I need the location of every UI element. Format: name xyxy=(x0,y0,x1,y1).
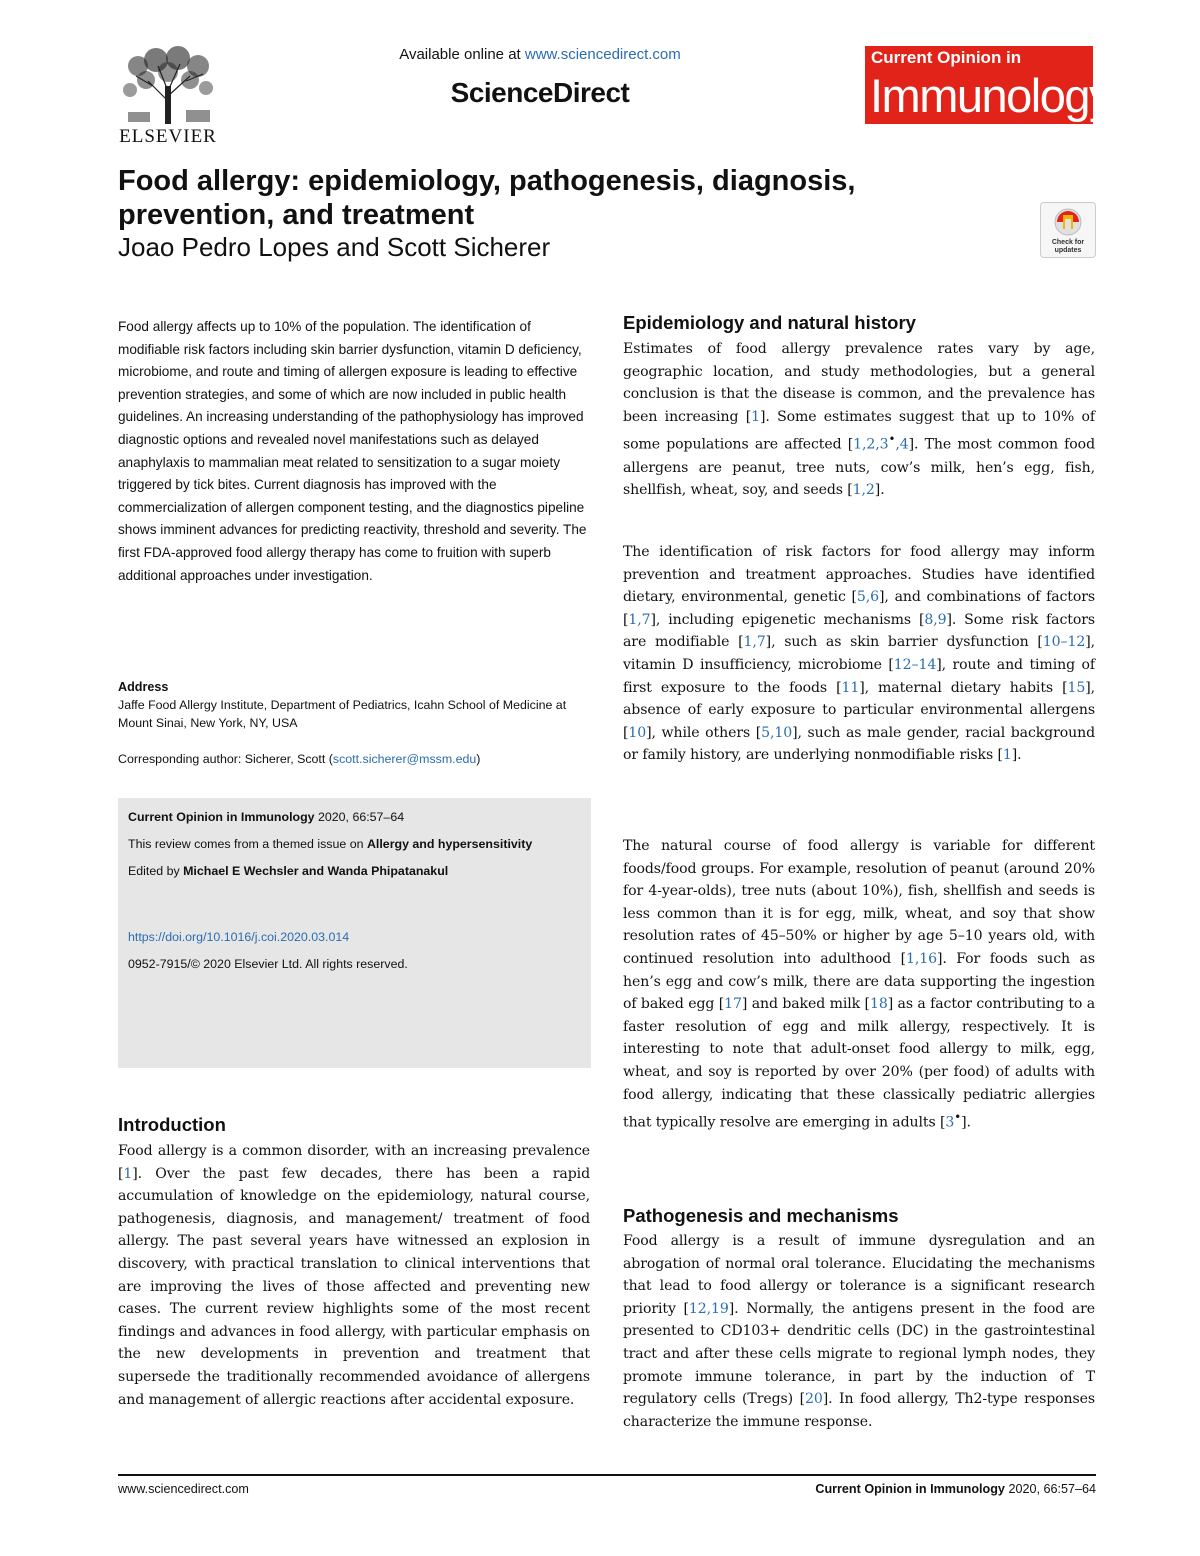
issue-journal-name: Current Opinion in Immunology xyxy=(128,810,315,824)
text-run: ]. The most common food allergens are peanut, tree nuts, cow’s milk, hen’s egg, fish, shellfish, wheat, soy, and seeds [ xyxy=(623,437,1095,499)
text-run: ]. xyxy=(1011,747,1022,764)
editors: Michael E Wechsler and Wanda Phipatanakul xyxy=(183,864,449,878)
text-run: Estimates of food allergy prevalence rates vary by age, geographic location, and study methodologies, but a general conclusion is that the disease is common, and the prevalence has been increasing [ xyxy=(623,341,1095,425)
citation-link[interactable]: ,4 xyxy=(895,437,909,454)
text-run: The identification of risk factors for food allergy may inform prevention and treatment approaches. Studies have identified dietary, environmental, genetic [ xyxy=(623,544,1095,606)
text-run: ], and combinations of factors [ xyxy=(623,589,1096,628)
elsevier-logo xyxy=(118,46,218,146)
text-run: ]. Over the past few decades, there has been a rapid accumulation of knowledge on the epidemiology, natural course, pathogenesis, diagnosis, and management/ treatment of food allergy. The past several years have witnessed an explosion in discovery, with practical translation to clinical interventions that are improving the lives of those affected and preventing new cases. The current review highlights some of the most recent findings and advances in food allergy, with particular emphasis on the new developments in prevention and treatment that supersede the traditionally recommended avoidance of allergens and management of allergic reactions after accidental exposure. xyxy=(118,1165,590,1408)
text-run: ]. For foods such as hen’s egg and cow’s milk, there are data supporting the ingestion of baked egg [ xyxy=(623,950,1095,1013)
text-run: ] and baked milk [ xyxy=(741,996,870,1013)
edited-by-prefix: Edited by xyxy=(128,864,184,878)
elsevier-tree-icon xyxy=(118,46,218,126)
issue-info-box xyxy=(118,798,591,1068)
crossmark-button[interactable] xyxy=(1040,202,1096,258)
citation-link[interactable]: 10 xyxy=(628,724,647,741)
issue-citation-detail: 2020, 66:57–64 xyxy=(314,810,405,824)
citation-link[interactable]: 12–14 xyxy=(893,656,937,673)
citation-link[interactable]: 1 xyxy=(1002,747,1012,764)
corresponding-prefix: Corresponding author: Sicherer, Scott ( xyxy=(118,752,333,766)
journal-badge-title: Immunology xyxy=(870,69,1111,122)
epidemiology-paragraph-2 xyxy=(623,541,1095,767)
citation-link[interactable]: 18 xyxy=(869,996,888,1013)
citation-link[interactable]: 17 xyxy=(724,996,742,1013)
doi-link[interactable]: https://doi.org/10.1016/j.coi.2020.03.014 xyxy=(128,930,350,944)
issue-citation xyxy=(128,808,578,826)
crossmark-label: Check for updates xyxy=(1051,239,1085,254)
text-run: ], vitamin D insufficiency, microbiome [ xyxy=(623,634,1095,673)
text-run: ]. Some estimates suggest that up to 10% of some populations are affected [ xyxy=(623,408,1095,454)
footer-divider xyxy=(118,1474,1096,1476)
corresponding-email-link[interactable]: scott.sicherer@mssm.edu xyxy=(332,752,477,766)
citation-link[interactable]: 20 xyxy=(805,1391,823,1408)
themed-issue-topic: Allergy and hypersensitivity xyxy=(366,837,533,851)
address-block xyxy=(118,678,588,732)
text-run: ]. xyxy=(874,482,885,499)
citation-link[interactable]: 12,19 xyxy=(688,1300,729,1317)
address-heading: Address xyxy=(118,680,169,694)
epidemiology-paragraph-1 xyxy=(623,338,1095,502)
themed-issue xyxy=(128,835,578,853)
citation-link[interactable]: 1,7 xyxy=(743,634,766,651)
citation-link[interactable]: 10–12 xyxy=(1042,634,1086,651)
citation-link[interactable]: 1,7 xyxy=(628,611,651,628)
article-title: Food allergy: epidemiology, pathogenesis, diagnosis, prevention, and treatment xyxy=(118,165,856,231)
recommended-marker: • xyxy=(954,1110,962,1125)
introduction-paragraph xyxy=(118,1140,590,1411)
copyright: 0952-7915/© 2020 Elsevier Ltd. All rights reserved. xyxy=(128,957,408,971)
citation-link[interactable]: 3 xyxy=(945,1114,955,1131)
article-authors: Joao Pedro Lopes and Scott Sicherer xyxy=(118,232,551,262)
introduction-heading: Introduction xyxy=(118,1114,226,1135)
footer-journal: Current Opinion in Immunology xyxy=(815,1482,1005,1496)
text-run: ]. Normally, the antigens present in the food are presented to CD103+ dendritic cells (DC) in the gastrointestinal tract and after these cells migrate to regional lymph nodes, they promote immune tolerance, in part by the induction of T regulatory cells (Tregs) [ xyxy=(623,1300,1095,1408)
edited-by xyxy=(128,862,578,880)
text-run: ], such as skin barrier dysfunction [ xyxy=(765,634,1043,651)
corresponding-author xyxy=(118,752,588,766)
citation-link[interactable]: 5,10 xyxy=(761,724,793,741)
text-run: ], maternal dietary habits [ xyxy=(859,679,1068,696)
doi-line xyxy=(128,928,578,946)
sciencedirect-link[interactable]: www.sciencedirect.com xyxy=(524,46,681,63)
text-run: ], route and timing of first exposure to the foods [ xyxy=(623,656,1095,696)
platform-name: ScienceDirect xyxy=(450,77,630,108)
text-run: ], while others [ xyxy=(646,724,762,741)
citation-link[interactable]: 5,6 xyxy=(856,589,880,606)
citation-link[interactable]: 1,2,3 xyxy=(853,437,889,454)
journal-badge xyxy=(865,46,1111,124)
footer-website: www.sciencedirect.com xyxy=(118,1482,249,1496)
recommended-marker: • xyxy=(888,432,896,447)
text-run: ], including epigenetic mechanisms [ xyxy=(650,611,925,628)
citation-link[interactable]: 15 xyxy=(1067,679,1086,696)
address-text: Jaffe Food Allergy Institute, Department of Pediatrics, Icahn School of Medicine at Mount Sinai, New York, NY, USA xyxy=(118,698,567,730)
citation-link[interactable]: 8,9 xyxy=(924,611,947,628)
abstract: Food allergy affects up to 10% of the population. The identification of modifiable risk factors including skin barrier dysfunction, vitamin D deficiency, microbiome, and route and timing of allergen exposure is leading to effective prevention strategies, and some of which are now included in public health guidelines. An increasing understanding of the pathophysiology has improved diagnostic options and revealed novel manifestations such as delayed anaphylaxis to mammalian meat related to sensitization to a sugar moiety triggered by tick bites. Current diagnosis has improved with the commercialization of allergen component testing, and the diagnostics pipeline shows imminent advances for predicting reactivity, threshold and severity. The first FDA-approved food allergy therapy has come to fruition with superb additional approaches under investigation. xyxy=(118,319,587,583)
corresponding-suffix: ) xyxy=(476,752,481,766)
text-run: ]. Some risk factors are modifiable [ xyxy=(623,611,1095,651)
text-run: ], such as male gender, racial background or family history, are underlying nonmodifiable risks [ xyxy=(623,724,1095,764)
epidemiology-paragraph-3 xyxy=(623,835,1095,1134)
text-run: ] as a factor contributing to a faster resolution of egg and milk allergy, respectively. It is interesting to note that adult-onset food allergy to milk, egg, wheat, and soy is reported by over 20% (per food) of adults with food allergy, indicating that these classically pediatric allergies that typically resolve are emerging in adults [ xyxy=(623,996,1096,1131)
publisher-wordmark: ELSEVIER xyxy=(119,126,217,147)
footer-citation xyxy=(700,1482,1096,1496)
text-run: ]. In food allergy, Th2-type responses characterize the immune response. xyxy=(623,1391,1095,1430)
citation-link[interactable]: 1,16 xyxy=(905,950,937,967)
citation-link[interactable]: 1 xyxy=(123,1165,133,1182)
citation-link[interactable]: 1,2 xyxy=(852,482,875,499)
themed-issue-prefix: This review comes from a themed issue on xyxy=(128,837,367,851)
available-online-line xyxy=(300,46,780,63)
text-run: ], absence of early exposure to particular environmental allergens [ xyxy=(623,679,1095,741)
citation-link[interactable]: 11 xyxy=(841,679,860,696)
available-online-prefix: Available online at xyxy=(399,46,525,63)
pathogenesis-paragraph-1 xyxy=(623,1230,1095,1433)
footer-citation-detail: 2020, 66:57–64 xyxy=(1004,1482,1096,1496)
citation-link[interactable]: 1 xyxy=(751,408,761,425)
journal-badge-subtitle: Current Opinion in xyxy=(871,48,1022,67)
text-run: The natural course of food allergy is variable for different foods/food groups. For example, resolution of peanut (around 20% for 4-year-olds), tree nuts (about 10%), fish, shellfish and seeds is less common than it is for egg, milk, wheat, and soy that show resolution rates of 45–50% or higher by age 5–10 years old, with continued resolution into adulthood [ xyxy=(623,838,1095,967)
pathogenesis-heading: Pathogenesis and mechanisms xyxy=(623,1205,899,1226)
text-run: ]. xyxy=(961,1114,971,1131)
epidemiology-heading: Epidemiology and natural history xyxy=(623,312,916,333)
text-run: Food allergy is a result of immune dysregulation and an abrogation of normal oral tolerance. Elucidating the mechanisms that lead to food allergy or tolerance is a significant research priority [ xyxy=(623,1233,1095,1317)
text-run: Food allergy is a common disorder, with an increasing prevalence [ xyxy=(118,1143,590,1182)
